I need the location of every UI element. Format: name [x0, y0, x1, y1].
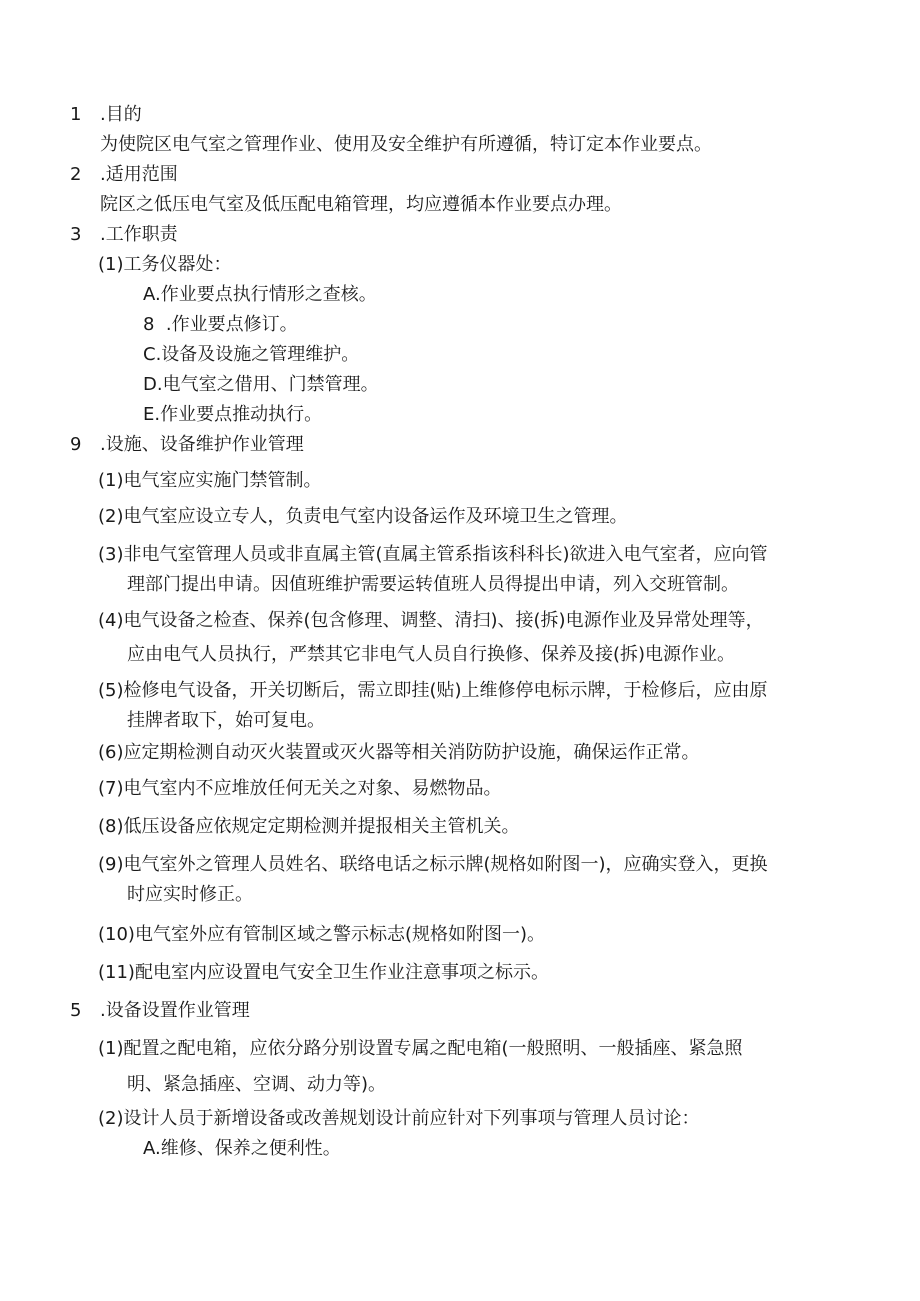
section-9-item-3-line1: (3)非电气室管理人员或非直属主管(直属主管系指该科科长)欲进入电气室者，应向管	[98, 544, 768, 565]
section-9-number: 9	[70, 434, 82, 455]
section-3-item-e: E.作业要点推动执行。	[143, 404, 323, 425]
section-5-item-1-line1: (1)配置之配电箱，应依分路分别设置专属之配电箱(一般照明、一般插座、紧急照	[98, 1038, 743, 1059]
section-5-item-1-line2: 明、紧急插座、空调、动力等)。	[127, 1074, 387, 1095]
section-9-item-3-line2: 理部门提出申请。因值班维护需要运转值班人员得提出申请，列入交班管制。	[127, 574, 739, 595]
section-9-item-11: (11)配电室内应设置电气安全卫生作业注意事项之标示。	[98, 962, 549, 983]
section-9-item-8: (8)低压设备应依规定定期检测并提报相关主管机关。	[98, 816, 520, 837]
section-9-item-5-line1: (5)检修电气设备，开关切断后，需立即挂(贴)上维修停电标示牌，于检修后，应由原	[98, 680, 768, 701]
section-3-subhead: (1)工务仪器处：	[98, 254, 232, 275]
section-3-number: 3	[70, 224, 82, 245]
section-1-body: 为使院区电气室之管理作业、使用及安全维护有所遵循，特订定本作业要点。	[100, 134, 712, 155]
section-9-item-1: (1)电气室应实施门禁管制。	[98, 470, 322, 491]
section-9-item-4-line1: (4)电气设备之检查、保养(包含修理、调整、清扫)、接(拆)电源作业及异常处理等，	[98, 610, 764, 631]
section-9-item-9-line1: (9)电气室外之管理人员姓名、联络电话之标示牌(规格如附图一)，应确实登入，更换	[98, 854, 768, 875]
section-5-item-2: (2)设计人员于新增设备或改善规划设计前应针对下列事项与管理人员讨论：	[98, 1108, 700, 1129]
section-1-title: .目的	[100, 104, 142, 125]
section-2-number: 2	[70, 164, 82, 185]
section-9-item-4-line2: 应由电气人员执行，严禁其它非电气人员自行换修、保养及接(拆)电源作业。	[127, 644, 736, 665]
section-9-item-6: (6)应定期检测自动灭火装置或灭火器等相关消防防护设施，确保运作正常。	[98, 742, 700, 763]
section-2-body: 院区之低压电气室及低压配电箱管理，均应遵循本作业要点办理。	[100, 194, 622, 215]
section-9-item-2: (2)电气室应设立专人，负责电气室内设备运作及环境卫生之管理。	[98, 506, 628, 527]
section-9-item-9-line2: 时应实时修正。	[127, 884, 253, 905]
section-3-item-c: C.设备及设施之管理维护。	[143, 344, 360, 365]
section-5-title: .设备设置作业管理	[100, 1000, 250, 1021]
section-9-item-7: (7)电气室内不应堆放任何无关之对象、易燃物品。	[98, 778, 502, 799]
section-3-item-a: A.作业要点执行情形之查核。	[143, 284, 377, 305]
section-3-item-d: D.电气室之借用、门禁管理。	[143, 374, 379, 395]
section-5-subitem-a: A.维修、保养之便利性。	[143, 1138, 341, 1159]
section-5-number: 5	[70, 1000, 82, 1021]
section-3-title: .工作职责	[100, 224, 178, 245]
section-3-item-b: 8 .作业要点修订。	[143, 314, 298, 335]
section-9-item-5-line2: 挂牌者取下，始可复电。	[127, 710, 325, 731]
section-9-title: .设施、设备维护作业管理	[100, 434, 304, 455]
section-2-title: .适用范围	[100, 164, 178, 185]
section-1-number: 1	[70, 104, 82, 125]
section-9-item-10: (10)电气室外应有管制区域之警示标志(规格如附图一)。	[98, 924, 545, 945]
